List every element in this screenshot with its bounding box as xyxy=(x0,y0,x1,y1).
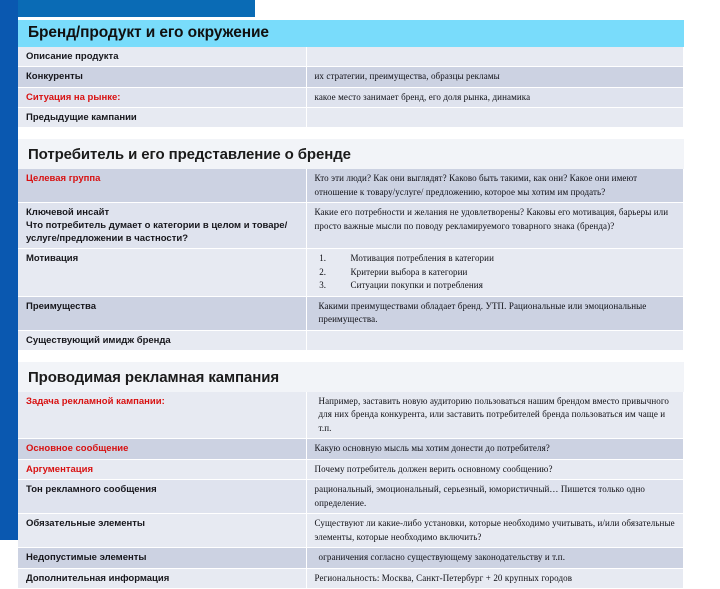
table-row xyxy=(18,480,684,514)
table-row xyxy=(18,330,684,350)
table-row xyxy=(18,392,684,439)
row-label: Аргументация xyxy=(18,459,306,480)
row-label: Дополнительная информация xyxy=(18,568,306,589)
row-label: Конкуренты xyxy=(18,67,306,88)
row-label: Мотивация xyxy=(18,249,306,297)
section-gap xyxy=(18,128,684,139)
row-label xyxy=(18,203,306,249)
slide-content xyxy=(18,20,684,589)
table-row xyxy=(18,203,684,249)
list-item: 3. Ситуации покупки и потребления xyxy=(329,279,678,293)
row-value: Региональность: Москва, Санкт-Петербург + 20 крупных городов xyxy=(306,568,684,589)
section-gap xyxy=(18,351,684,362)
list-item: 1. Мотивация потребления в категории xyxy=(329,252,678,266)
row-value-text: Какими преимуществами обладает бренд. УТП. Рациональные или эмоциональные преимущества. xyxy=(315,300,678,327)
row-value xyxy=(306,249,684,297)
table-row xyxy=(18,108,684,128)
section-title-campaign: Проводимая рекламная кампания xyxy=(18,362,684,392)
row-value xyxy=(306,296,684,330)
list-item: 2. Критерии выбора в категории xyxy=(329,266,678,280)
row-value: Какую основную мысль мы хотим донести до потребителя? xyxy=(306,439,684,460)
table-row xyxy=(18,47,684,67)
row-label-sub: Что потребитель думает о категории в целом и товаре/услуге/предложении в частности? xyxy=(26,219,300,245)
row-label: Недопустимые элементы xyxy=(18,548,306,569)
table-row xyxy=(18,296,684,330)
section-title-brand: Бренд/продукт и его окружение xyxy=(18,20,684,47)
row-value: какое место занимает бренд, его доля рынка, динамика xyxy=(306,87,684,108)
row-value: рациональный, эмоциональный, серьезный, юмористичный… Пишется только одно определение. xyxy=(306,480,684,514)
row-value-text: ограничения согласно существующему законодательству и т.п. xyxy=(315,551,678,565)
row-value xyxy=(306,47,684,67)
table-row xyxy=(18,67,684,88)
table-row xyxy=(18,514,684,548)
table-row xyxy=(18,439,684,460)
row-label: Существующий имидж бренда xyxy=(18,330,306,350)
row-value: Какие его потребности и желания не удовлетворены? Каковы его мотивация, барьеры или просто важные мысли по поводу рекламируемого товарного знака (бренда)? xyxy=(306,203,684,249)
table-row xyxy=(18,568,684,589)
row-label: Основное сообщение xyxy=(18,439,306,460)
row-label: Задача рекламной кампании: xyxy=(18,392,306,439)
row-value xyxy=(306,392,684,439)
row-value xyxy=(306,330,684,350)
top-accent-bar xyxy=(0,0,255,17)
table-brand-environment xyxy=(18,47,684,128)
table-row xyxy=(18,87,684,108)
table-row xyxy=(18,548,684,569)
section-title-consumer: Потребитель и его представление о бренде xyxy=(18,139,684,169)
table-consumer-perception xyxy=(18,169,684,351)
left-accent-strip xyxy=(0,0,18,522)
table-row xyxy=(18,459,684,480)
row-value xyxy=(306,108,684,128)
row-label: Ситуация на рынке: xyxy=(18,87,306,108)
row-value: их стратегии, преимущества, образцы рекламы xyxy=(306,67,684,88)
row-value: Существуют ли какие-либо установки, которые необходимо учитывать, и/или обязательные элементы, которые необходимо включить? xyxy=(306,514,684,548)
table-row xyxy=(18,249,684,297)
row-label-main: Ключевой инсайт xyxy=(26,207,109,218)
row-value: Кто эти люди? Как они выглядят? Каково быть такими, как они? Какое они имеют отношение к товару/услуге/ предложению, которое мы хотим им продать? xyxy=(306,169,684,203)
row-label: Предыдущие кампании xyxy=(18,108,306,128)
row-value xyxy=(306,548,684,569)
row-label: Тон рекламного сообщения xyxy=(18,480,306,514)
row-label: Описание продукта xyxy=(18,47,306,67)
row-label: Преимущества xyxy=(18,296,306,330)
motivation-list xyxy=(315,252,678,293)
row-label: Целевая группа xyxy=(18,169,306,203)
table-advertising-campaign xyxy=(18,392,684,589)
row-label: Обязательные элементы xyxy=(18,514,306,548)
table-row xyxy=(18,169,684,203)
row-value: Почему потребитель должен верить основному сообщению? xyxy=(306,459,684,480)
row-value-text: Например, заставить новую аудиторию пользоваться нашим брендом вместо привычного для них бренда конкурента, или заставить потребителей бренда пользоваться им чаще и т.п. xyxy=(315,395,678,436)
